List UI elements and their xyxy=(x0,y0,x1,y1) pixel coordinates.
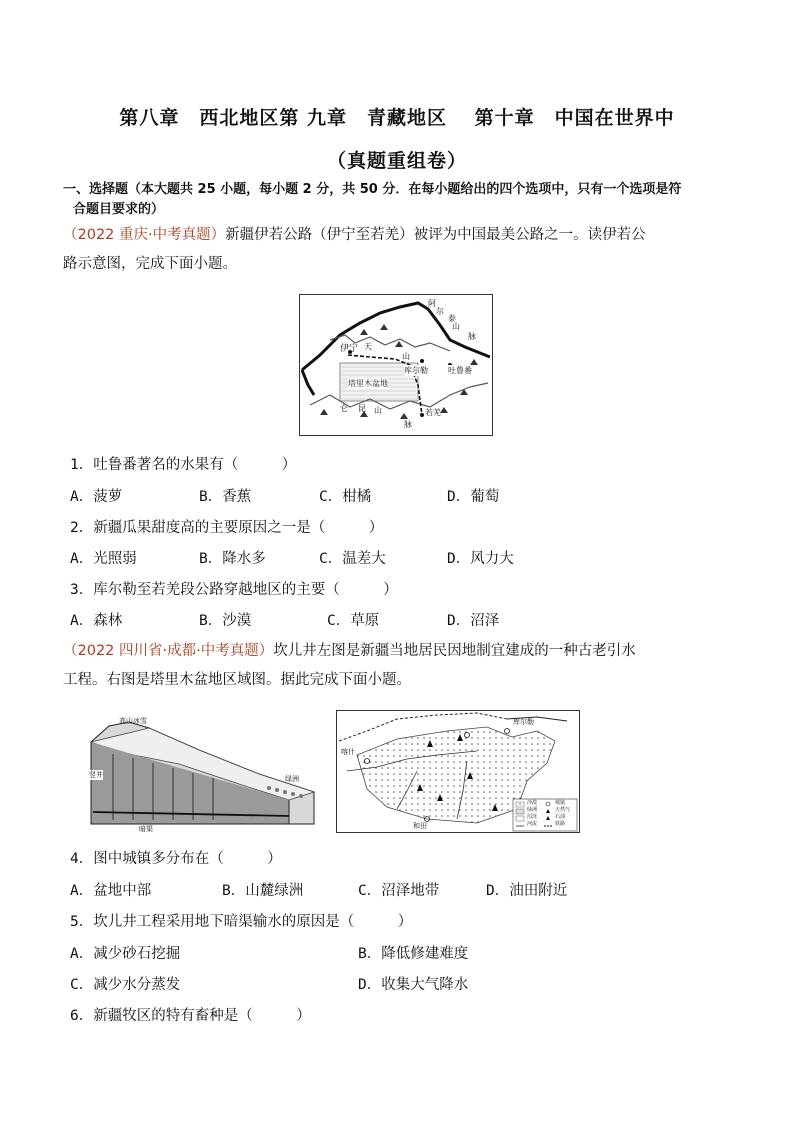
map-label-ruoqiang: 若羌 xyxy=(425,408,441,417)
map-label-lun: 仑 xyxy=(340,404,348,413)
label-underground-canal: 暗渠 xyxy=(139,825,153,833)
map-label-korla-2: 库尔勒 xyxy=(513,718,534,726)
question-1: 1．吐鲁番著名的水果有（ ） xyxy=(70,457,297,473)
q4-option-c[interactable]: C．沼泽地带 xyxy=(358,883,440,899)
legend-swamp: 沼泽 xyxy=(527,814,538,820)
group2-source: （2022 四川省·成都·中考真题） xyxy=(63,643,274,659)
legend-oil: 石油 xyxy=(555,814,566,820)
map-label-er: 尔 xyxy=(436,307,444,316)
group1-intro xyxy=(63,221,743,279)
legend-town: 城镇 xyxy=(555,800,566,806)
legend-gas: 天然气 xyxy=(555,807,571,813)
q5-option-d[interactable]: D．收集大气降水 xyxy=(358,977,469,993)
page-title: 第八章 西北地区第 九章 青藏地区 第十章 中国在世界中 xyxy=(119,107,675,129)
map-label-shan1: 山 xyxy=(452,322,460,331)
legend-railway: 铁路 xyxy=(555,821,566,827)
map-label-tai: 泰 xyxy=(448,314,456,323)
map-label-korla: 库尔勒 xyxy=(404,366,428,375)
karez-graphic xyxy=(89,712,319,834)
legend-desert: 沙漠 xyxy=(527,800,538,806)
group2-text-line1: 坎儿井左图是新疆当地居民因地制宜建成的一种古老引水 xyxy=(273,643,636,659)
q5-option-b[interactable]: B．降低修建难度 xyxy=(358,946,469,962)
map-label-kashgar: 喀什 xyxy=(341,748,355,756)
group2-text-line2: 工程。右图是塔里木盆地区域图。据此完成下面小题。 xyxy=(63,672,411,688)
q5-option-c[interactable]: C．减少水分蒸发 xyxy=(70,977,181,993)
map-label-shan2: 山 xyxy=(402,352,410,361)
section-heading-line1: 一、选择题（本大题共 25 小题，每小题 2 分，共 50 分．在每小题给出的四个选项中，只有一个选项是符 xyxy=(63,182,682,197)
map-label-mai3: 脉 xyxy=(404,420,412,429)
q5-option-a[interactable]: A．减少砂石挖掘 xyxy=(70,946,181,962)
q3-option-c[interactable]: C．草原 xyxy=(327,613,380,629)
q2-option-b[interactable]: B．降水多 xyxy=(199,551,266,567)
q3-option-a[interactable]: A．森林 xyxy=(70,613,123,629)
section-heading-line2: 合题目要求的） xyxy=(73,202,165,217)
group1-text-line2: 路示意图，完成下面小题。 xyxy=(63,256,237,272)
group2-intro xyxy=(63,637,743,695)
q2-option-d[interactable]: D．风力大 xyxy=(447,551,514,567)
label-vertical-well: 竖井 xyxy=(89,771,103,779)
map-legend-right xyxy=(555,800,570,828)
map-label-mai1: 脉 xyxy=(468,332,476,341)
q4-option-d[interactable]: D．油田附近 xyxy=(486,883,568,899)
map-legend-left xyxy=(527,800,537,828)
karez-diagram xyxy=(89,712,319,834)
xinjiang-road-map xyxy=(299,294,493,436)
question-5: 5．坎儿井工程采用地下暗渠输水的原因是（ ） xyxy=(70,914,413,930)
q4-option-b[interactable]: B．山麓绿洲 xyxy=(222,883,304,899)
group1-source: （2022 重庆·中考真题） xyxy=(63,227,226,243)
tarim-basin-map xyxy=(336,710,580,833)
map-label-yining: 伊宁 xyxy=(340,344,359,354)
q1-option-a[interactable]: A．菠萝 xyxy=(70,489,123,505)
label-oasis: 绿洲 xyxy=(285,775,299,783)
q1-option-d[interactable]: D．葡萄 xyxy=(447,489,500,505)
map-label-kun: 昆 xyxy=(358,404,366,413)
q1-option-b[interactable]: B．香蕉 xyxy=(199,489,252,505)
map-label-tarim: 塔里木盆地 xyxy=(348,379,388,388)
q2-option-a[interactable]: A．光照弱 xyxy=(70,551,137,567)
section-heading xyxy=(63,180,743,220)
page-subtitle: （真题重组卷） xyxy=(326,150,467,172)
q4-option-a[interactable]: A．盆地中部 xyxy=(70,883,152,899)
legend-river: 河流 xyxy=(527,821,538,827)
question-6: 6．新疆牧区的特有畜种是（ ） xyxy=(70,1008,311,1024)
q3-option-b[interactable]: B．沙漠 xyxy=(199,613,252,629)
q3-option-d[interactable]: D．沼泽 xyxy=(447,613,500,629)
question-4: 4．图中城镇多分布在（ ） xyxy=(70,851,282,867)
tarim-map-graphic xyxy=(337,711,579,832)
map-label-shan3: 山 xyxy=(374,406,382,415)
map-label-a: 阿 xyxy=(428,299,436,308)
map-label-turpan: 吐鲁番 xyxy=(448,366,472,375)
map-label-hotan: 和田 xyxy=(413,822,427,830)
q1-option-c[interactable]: C．柑橘 xyxy=(319,489,372,505)
label-high-mountain-snow: 高山冰雪 xyxy=(119,717,147,725)
map-label-tian: 天 xyxy=(364,342,372,351)
legend-oasis: 绿洲 xyxy=(527,807,538,813)
group1-text-line1: 新疆伊若公路（伊宁至若羌）被评为中国最美公路之一。读伊若公 xyxy=(225,227,646,243)
question-3: 3．库尔勒至若羌段公路穿越地区的主要（ ） xyxy=(70,582,398,598)
question-2: 2．新疆瓜果甜度高的主要原因之一是（ ） xyxy=(70,520,384,536)
q2-option-c[interactable]: C．温差大 xyxy=(319,551,386,567)
